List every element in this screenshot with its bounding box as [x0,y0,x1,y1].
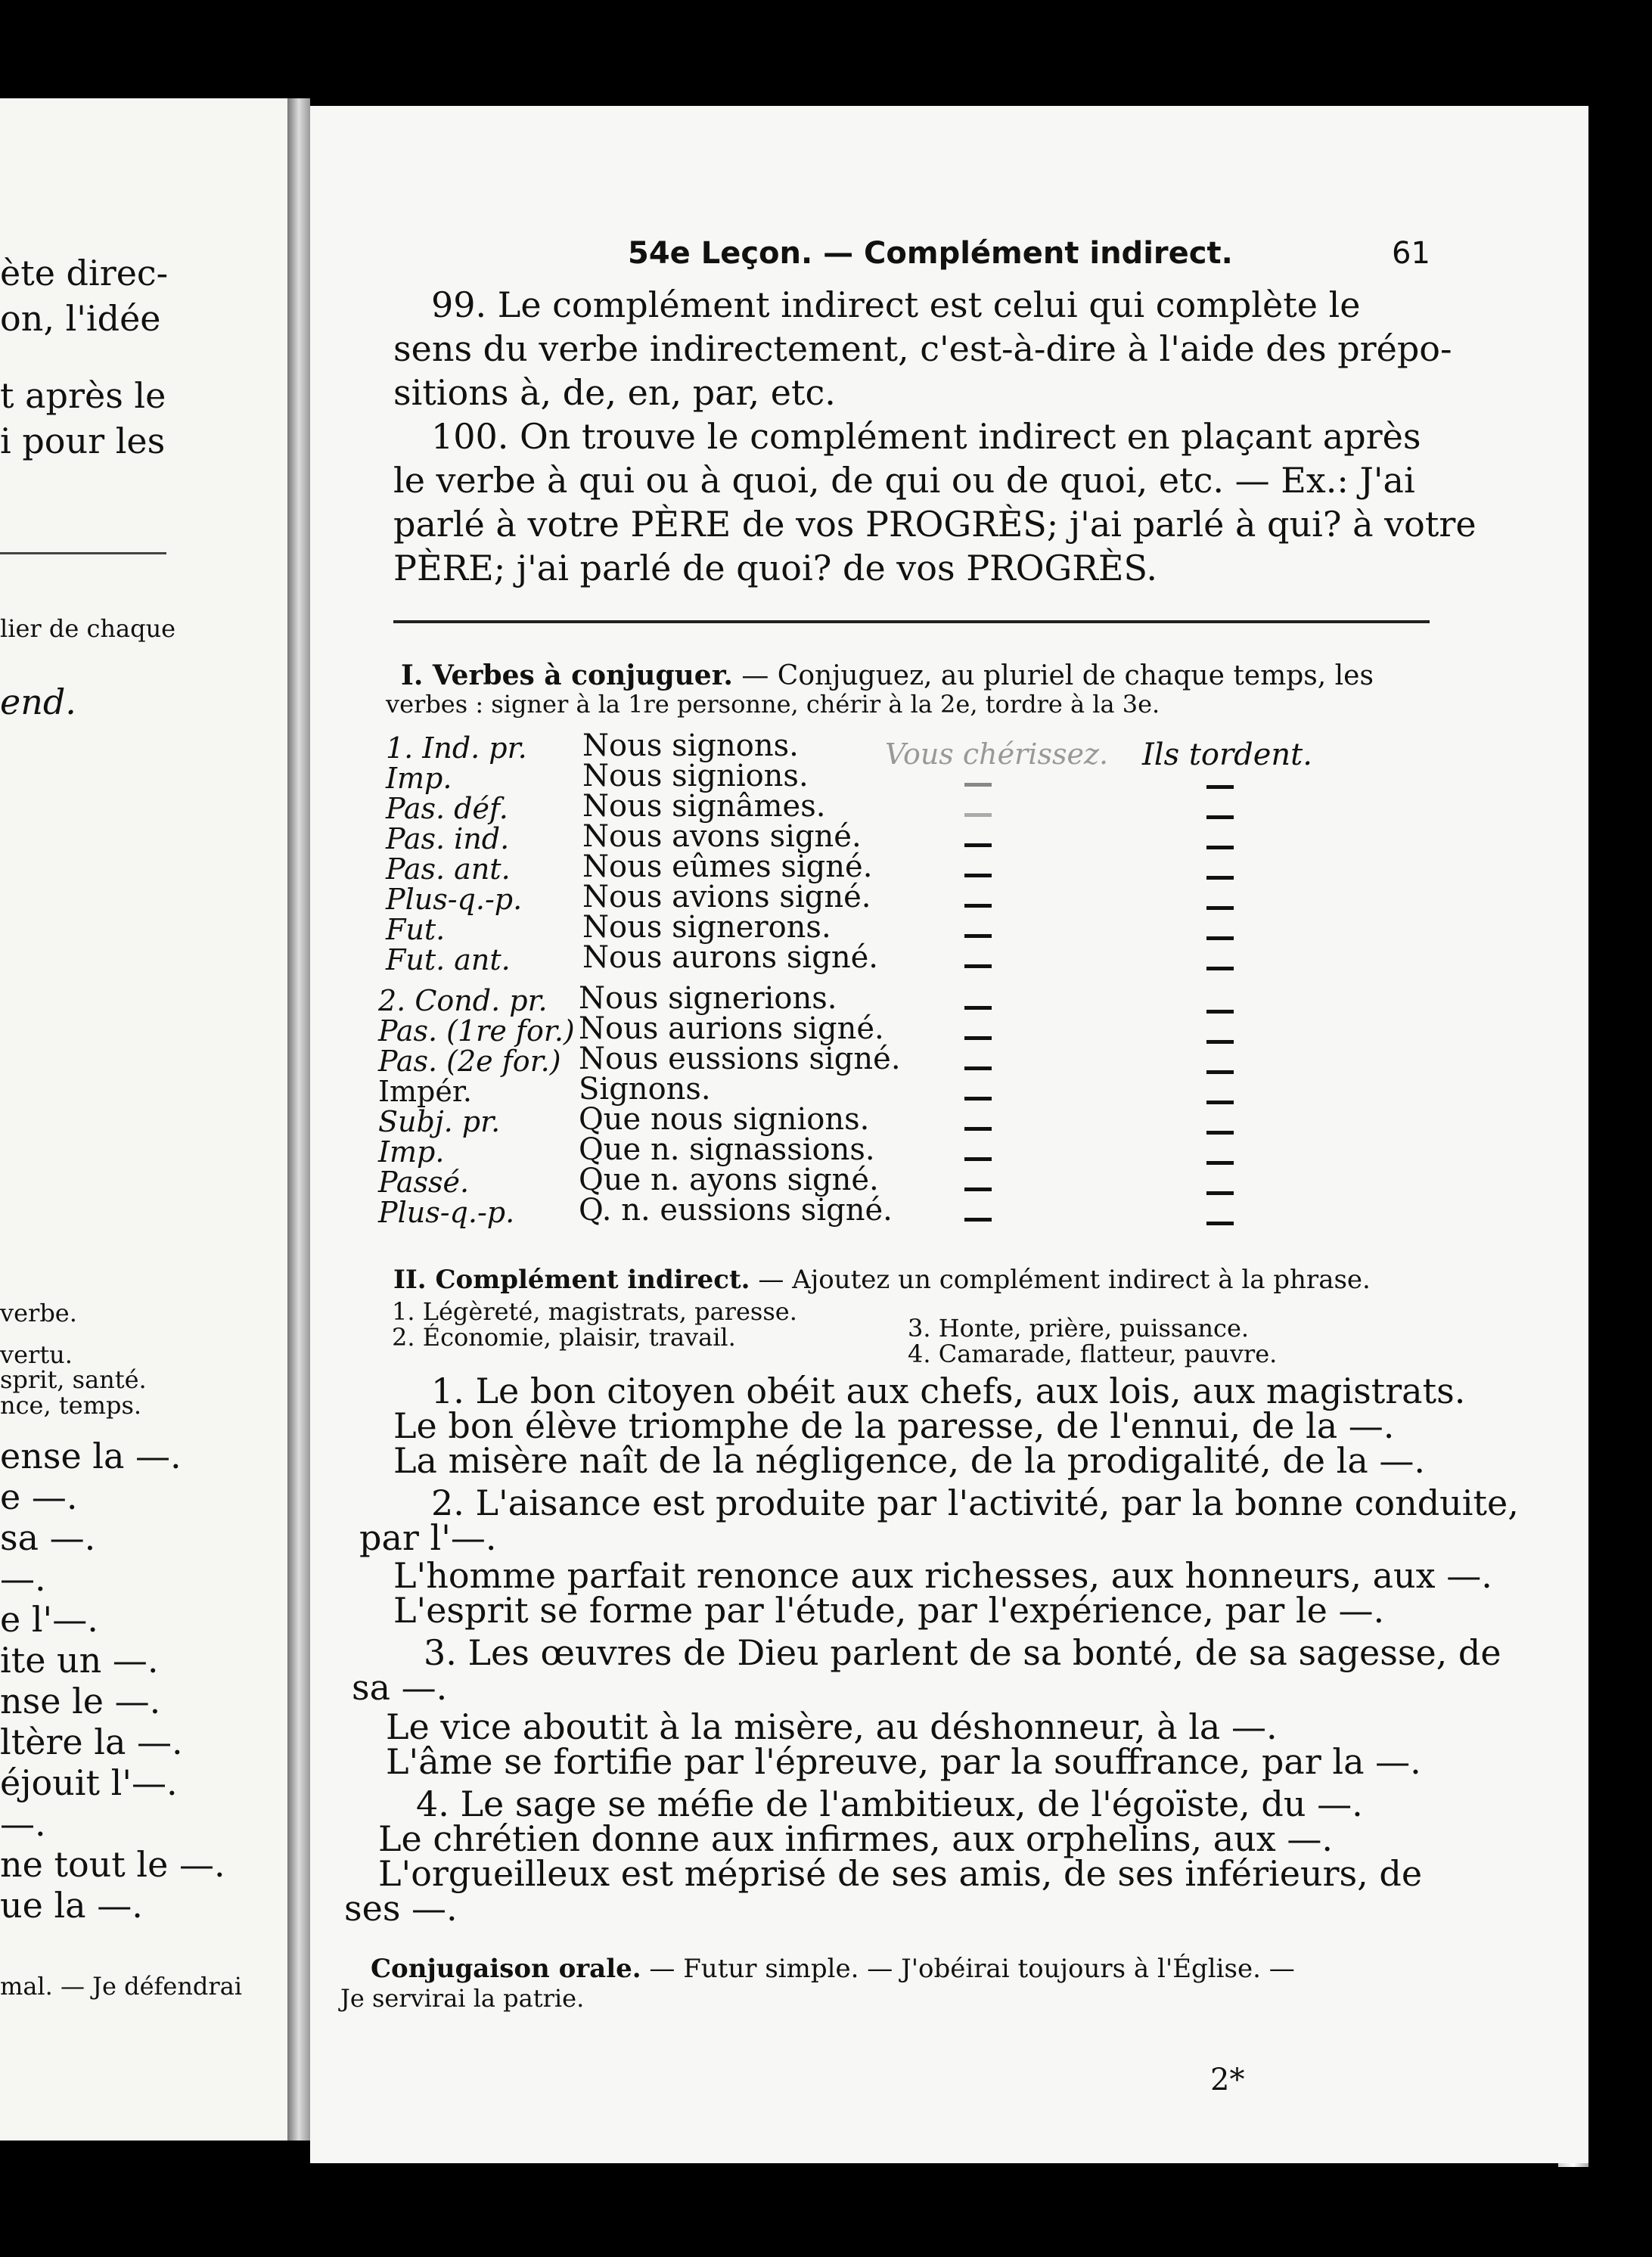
right-page [310,106,1588,2163]
exercise-sentence: 3. Les œuvres de Dieu parlent de sa bonté, de sa sagesse, de [424,1632,1501,1673]
blank-dash [1206,1010,1234,1014]
exercise-sentence: L'homme parfait renonce aux richesses, aux honneurs, aux —. [393,1555,1492,1596]
blank-dash [964,783,992,787]
exercise-sentence: L'esprit se forme par l'étude, par l'expérience, par le —. [393,1590,1385,1631]
tense-label: 1. Ind. pr. [386,731,527,765]
left-text-fragment: —. [0,1803,46,1844]
exercise-2-hint: 4. Camarade, flatteur, pauvre. [908,1340,1278,1368]
blank-dash [964,1187,992,1191]
blank-dash [1206,1191,1234,1195]
verb-form: Que nous signions. [579,1102,870,1137]
verb-form: Nous signâmes. [582,789,826,824]
left-text-fragment: vertu. [0,1340,73,1369]
exercise-sentence: Le chrétien donne aux infirmes, aux orphelins, aux —. [378,1818,1333,1859]
rule-99-line: 99. Le complément indirect est celui qui complète le [431,284,1361,325]
left-text-fragment: end. [0,681,76,722]
verb-form: Nous signons. [582,728,799,763]
left-text-fragment: éjouit l'—. [0,1762,178,1803]
rule-100-line: parlé à votre PÈRE de vos PROGRÈS; j'ai parlé à qui? à votre [393,504,1477,545]
tense-label: 2. Cond. pr. [378,984,548,1017]
tense-label: Pas. (2e for.) [378,1045,561,1078]
tense-label: Pas. ind. [386,822,510,855]
verb-form: Nous signerions. [579,981,837,1016]
tense-label: Pas. déf. [386,792,508,825]
exercise-2-title: II. Complément indirect. [393,1265,750,1295]
blank-dash [964,1006,992,1010]
left-text-fragment: sa —. [0,1517,96,1558]
exercise-sentence: ses —. [344,1888,458,1929]
left-text-fragment: nse le —. [0,1681,161,1721]
exercise-1-instruction-2: verbes : signer à la 1re personne, chérir à la 2e, tordre à la 3e. [386,690,1160,719]
blank-dash [1206,1222,1234,1225]
blank-dash [964,1157,992,1161]
rule-100-line: PÈRE; j'ai parlé de quoi? de vos PROGRÈS. [393,548,1157,588]
blank-dash [1206,815,1234,819]
exercise-sentence: 4. Le sage se méfie de l'ambitieux, de l'égoïste, du —. [416,1784,1363,1824]
book-spine [287,98,310,2141]
tense-label: Imp. [378,1135,445,1169]
blank-dash [1206,1131,1234,1135]
left-text-fragment: ense la —. [0,1436,182,1476]
tense-label: Plus-q.-p. [386,883,523,916]
left-text-fragment: verbe. [0,1299,77,1327]
column-head-tordre: Ils tordent. [1142,737,1312,772]
verb-form: Nous signerons. [582,910,831,945]
tense-label: Fut. ant. [386,943,511,976]
blank-dash [964,1036,992,1040]
page-number: 61 [1392,236,1430,271]
left-text-fragment: sprit, santé. [0,1365,147,1394]
blank-dash [964,1097,992,1101]
left-text-fragment: lier de chaque [0,614,176,643]
tense-label: Pas. (1re for.) [378,1014,575,1048]
verb-form: Que n. ayons signé. [579,1163,879,1197]
oral-title: Conjugaison orale. [371,1954,641,1984]
blank-dash [1206,785,1234,789]
exercise-1-instruction: — Conjuguez, au pluriel de chaque temps, les [741,660,1374,691]
left-text-fragment: ltère la —. [0,1721,183,1762]
tense-label: Pas. ant. [386,852,511,886]
exercise-sentence: par l'—. [359,1517,497,1558]
left-text-fragment: nce, temps. [0,1391,142,1420]
verb-form: Nous eûmes signé. [582,849,873,884]
exercise-2-hint: 1. Légèreté, magistrats, paresse. [392,1297,797,1326]
oral-text: — Futur simple. — J'obéirai toujours à l'Église. — [649,1954,1295,1984]
tense-label: Subj. pr. [378,1105,501,1138]
verb-form: Nous aurons signé. [582,940,878,975]
blank-dash [964,1218,992,1222]
blank-dash [1206,936,1234,940]
blank-dash [964,1066,992,1070]
verb-form: Q. n. eussions signé. [579,1193,893,1228]
verb-form: Nous avions signé. [582,880,871,914]
left-text-fragment: ue la —. [0,1885,143,1926]
left-text-fragment: ète direc- [0,253,169,293]
blank-dash [964,813,992,817]
exercise-2-hint: 3. Honte, prière, puissance. [908,1314,1250,1343]
exercise-1-title: I. Verbes à conjuguer. [401,660,733,691]
exercise-sentence: 1. Le bon citoyen obéit aux chefs, aux lois, aux magistrats. [431,1371,1466,1411]
left-page [0,98,287,2141]
blank-dash [964,964,992,968]
blank-dash [964,934,992,938]
blank-dash [1206,967,1234,970]
printer-signature: 2* [1210,2063,1245,2097]
verb-form: Nous eussions signé. [579,1042,901,1076]
rule-99-line: sens du verbe indirectement, c'est-à-dire à l'aide des prépo- [393,328,1452,369]
blank-dash [1206,1161,1234,1165]
section-divider [393,620,1430,623]
rule-100-line: 100. On trouve le complément indirect en plaçant après [431,416,1421,457]
verb-form: Nous signions. [582,759,809,793]
left-text-fragment: t après le [0,375,166,416]
rule-100-line: le verbe à qui ou à quoi, de qui ou de quoi, etc. — Ex.: J'ai [393,460,1415,501]
left-text-fragment: —. [0,1558,46,1599]
rule-99-line: sitions à, de, en, par, etc. [393,372,836,413]
tense-label: Imp. [386,762,452,795]
exercise-sentence: L'âme se fortifie par l'épreuve, par la souffrance, par la —. [386,1741,1421,1782]
blank-dash [1206,906,1234,910]
column-head-cherir: Vous chérissez. [885,737,1109,771]
left-text-fragment: ite un —. [0,1640,159,1681]
blank-dash [964,843,992,847]
verb-form: Nous aurions signé. [579,1011,884,1046]
exercise-sentence: La misère naît de la négligence, de la prodigalité, de la —. [393,1440,1426,1481]
left-text-fragment: e —. [0,1476,78,1517]
page-title: 54e Leçon. — Complément indirect. [628,236,1233,271]
left-text-fragment: mal. — Je défendrai [0,1972,243,2001]
blank-dash [964,1127,992,1131]
verb-form: Nous avons signé. [582,819,862,854]
exercise-sentence: Le vice aboutit à la misère, au déshonneur, à la —. [386,1706,1278,1747]
blank-dash [1206,1070,1234,1074]
exercise-2-instruction: — Ajoutez un complément indirect à la phrase. [758,1265,1371,1295]
left-text-fragment: ne tout le —. [0,1844,225,1885]
blank-dash [1206,1101,1234,1104]
exercise-sentence: 2. L'aisance est produite par l'activité, par la bonne conduite, [431,1482,1519,1523]
blank-dash [1206,846,1234,849]
blank-dash [964,874,992,877]
oral-line-2: Je servirai la patrie. [340,1984,585,2013]
tense-label: Impér. [378,1075,472,1108]
verb-form: Que n. signassions. [579,1132,875,1167]
tense-label: Fut. [386,913,446,946]
left-text-fragment: on, l'idée [0,298,161,339]
left-divider [0,552,166,554]
blank-dash [1206,876,1234,880]
left-text-fragment: i pour les [0,421,166,461]
exercise-sentence: L'orgueilleux est méprisé de ses amis, de ses inférieurs, de [378,1853,1423,1894]
blank-dash [1206,1040,1234,1044]
exercise-sentence: Le bon élève triomphe de la paresse, de l'ennui, de la —. [393,1405,1395,1446]
tense-label: Plus-q.-p. [378,1196,515,1229]
tense-label: Passé. [378,1166,470,1199]
exercise-2-hint: 2. Économie, plaisir, travail. [392,1323,736,1352]
verb-form: Signons. [579,1072,711,1107]
left-text-fragment: e l'—. [0,1599,98,1640]
blank-dash [964,904,992,908]
exercise-sentence: sa —. [352,1667,448,1708]
